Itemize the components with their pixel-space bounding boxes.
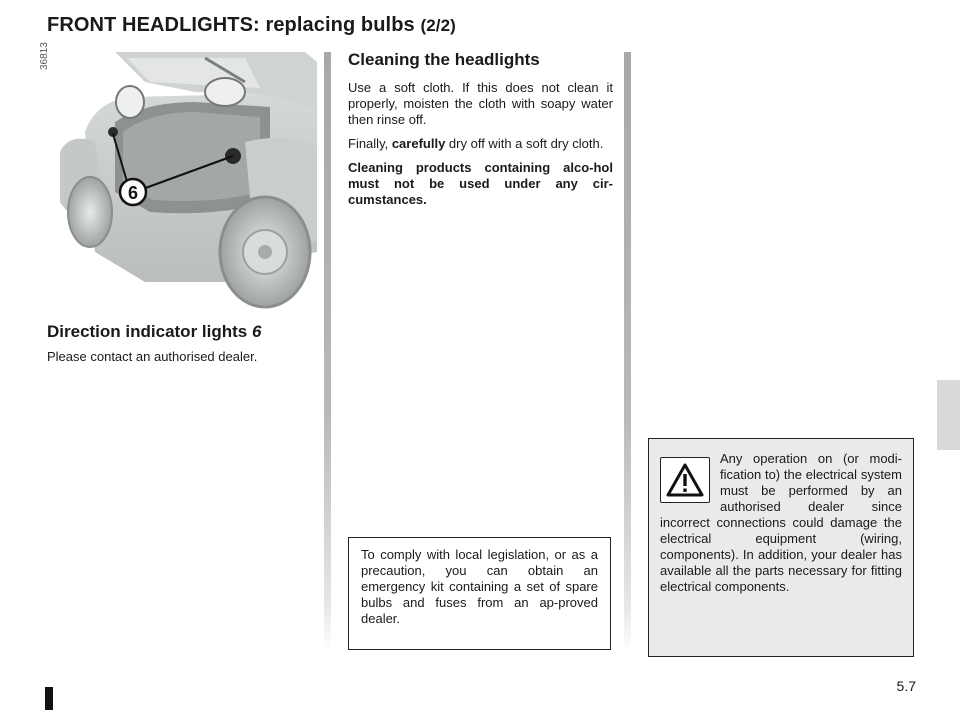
cleaning-para-3: Cleaning products containing alco-hol must not be used under any cir-cumstances. — [348, 160, 613, 207]
page-marker — [45, 687, 53, 710]
cleaning-para-2 — [348, 136, 613, 152]
indicator-heading-ref: 6 — [251, 322, 262, 341]
warning-text: Any operation on (or modi-fication to) the electrical system must be performed by an authorised dealer since incorrect connections could damage the electrical equipment (wiring, components). In addition, your dealer has available all the parts necessary for fitting electrical components. — [660, 451, 902, 594]
cleaning-text — [348, 80, 613, 216]
page-title — [47, 14, 456, 37]
emergency-kit-note: To comply with local legislation, or as a precaution, you can obtain an emergency kit containing a set of spare bulbs and fuses from an ap-proved dealer. — [348, 537, 611, 650]
figure-code: 36813 — [39, 42, 50, 70]
warning-box — [648, 438, 914, 657]
indicator-text: Please contact an authorised dealer. — [47, 349, 258, 364]
cleaning-para-2-bold: carefully — [391, 136, 446, 151]
cleaning-para-2-rest: dry off with a soft dry cloth. — [445, 136, 604, 151]
callout-label: 6 — [127, 183, 139, 203]
page-number: 5.7 — [896, 678, 916, 694]
column-separator-left — [324, 52, 331, 652]
cleaning-para-2-prefix: Finally, — [348, 136, 392, 151]
page-title-subtitle: (2/2) — [420, 16, 456, 35]
warning-triangle-icon — [660, 457, 710, 503]
page-title-text: FRONT HEADLIGHTS: replacing bulbs — [47, 14, 415, 36]
column-separator-right — [624, 52, 631, 652]
section-tab — [937, 380, 960, 450]
indicator-heading — [47, 322, 317, 342]
indicator-heading-text: Direction indicator lights — [47, 322, 248, 341]
headlight-illustration — [55, 52, 317, 310]
cleaning-para-1: Use a soft cloth. If this does not clean it properly, moisten the cloth with soapy water then rinse off. — [348, 80, 613, 127]
cleaning-heading: Cleaning the headlights — [348, 50, 540, 69]
